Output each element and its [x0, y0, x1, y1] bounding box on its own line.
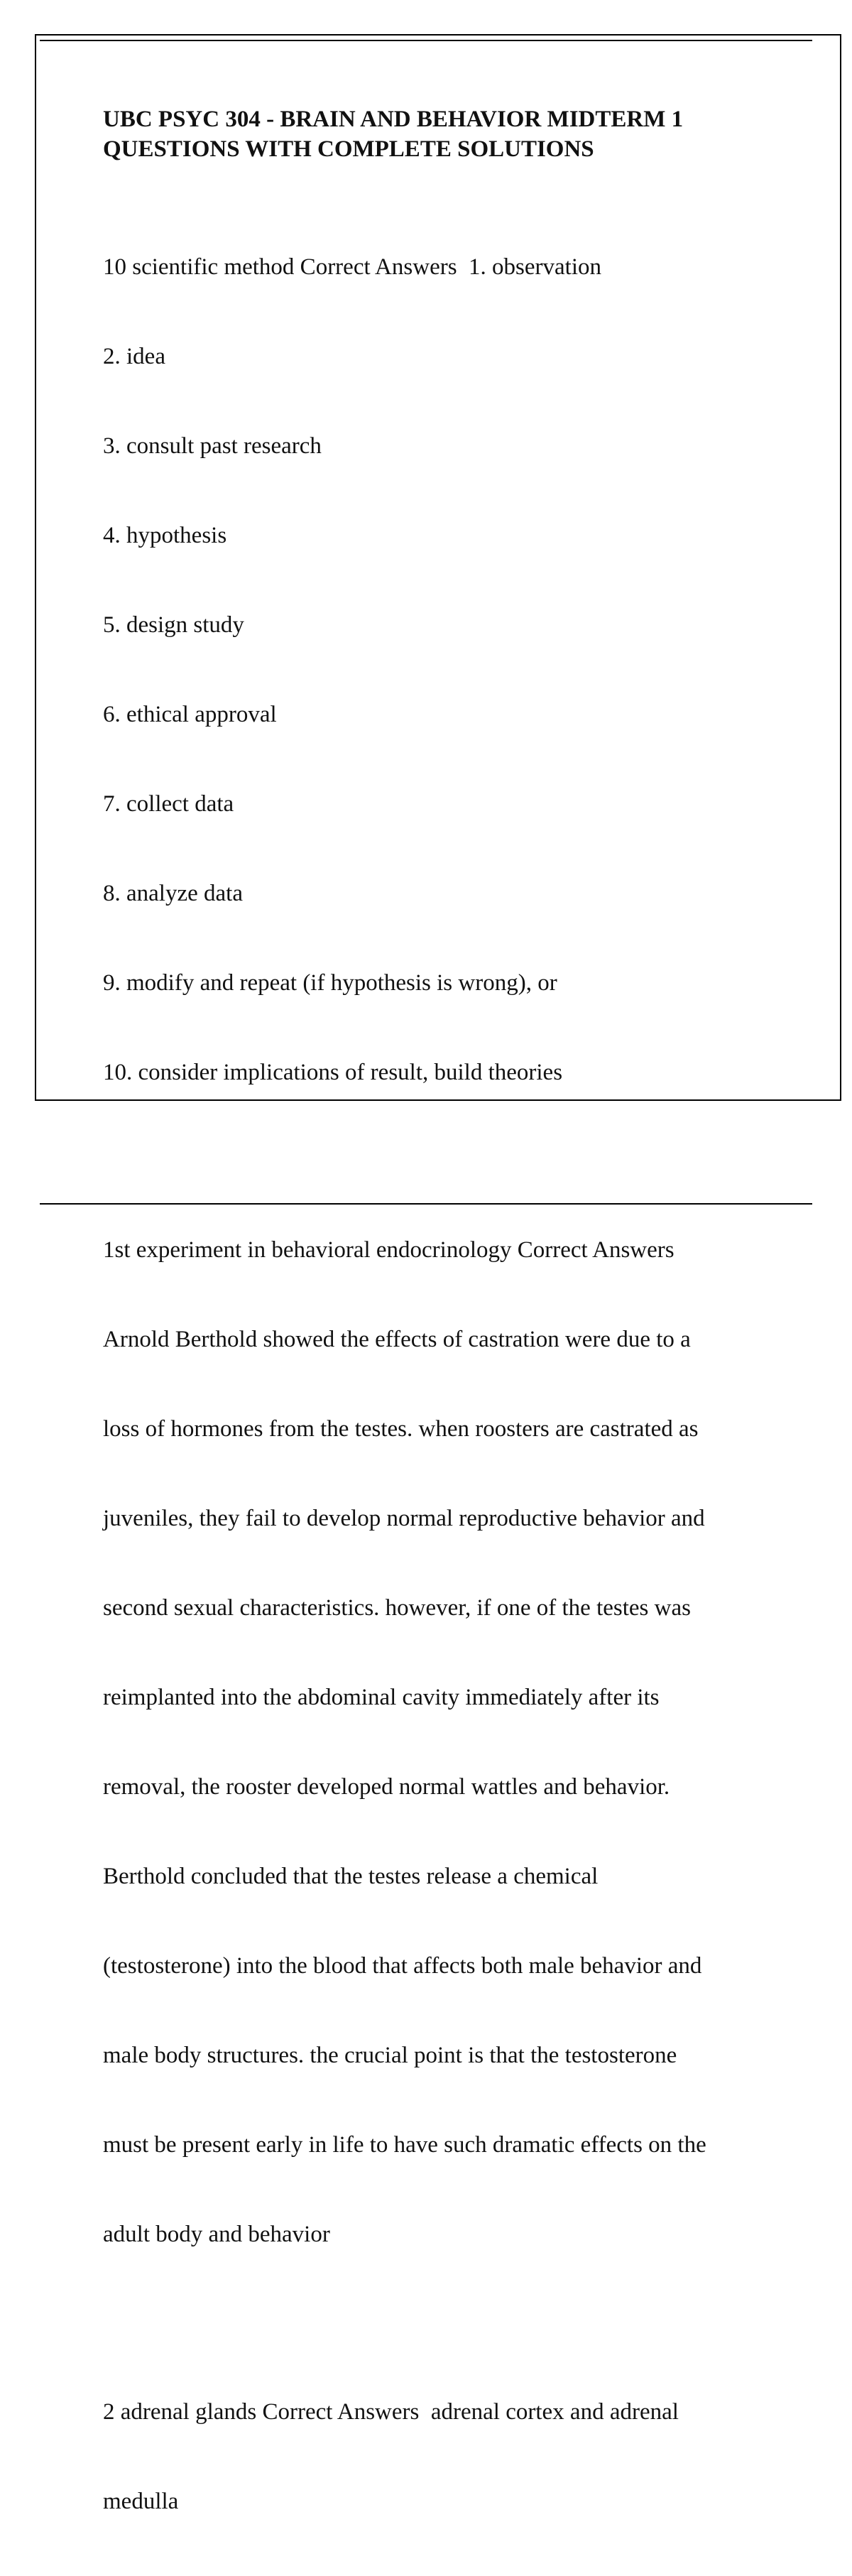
qa-line: medulla: [103, 2489, 179, 2514]
qa-line: (testosterone) into the blood that affects both male behavior and: [103, 1953, 702, 1979]
qa-line: male body structures. the crucial point is that the testosterone: [103, 2043, 677, 2068]
qa-line: 2. idea: [103, 344, 165, 369]
qa-adrenal-glands: [103, 2337, 785, 2576]
top-rule-line: [40, 40, 812, 41]
qa-line: 2 adrenal glands Correct Answers adrenal cortex and adrenal: [103, 2399, 679, 2425]
qa-line: reimplanted into the abdominal cavity immediately after its: [103, 1685, 660, 1710]
qa-line: adult body and behavior: [103, 2222, 330, 2247]
qa-line: Arnold Berthold showed the effects of castration were due to a: [103, 1327, 691, 1352]
qa-line: second sexual characteristics. however, if one of the testes was: [103, 1595, 691, 1621]
qa-line: 7. collect data: [103, 791, 234, 817]
qa-line: juveniles, they fail to develop normal reproductive behavior and: [103, 1506, 705, 1531]
qa-line: 10. consider implications of result, build theories: [103, 1060, 563, 1085]
document-content: [103, 104, 785, 2576]
document-title: [103, 104, 785, 164]
qa-line: 8. analyze data: [103, 881, 243, 906]
qa-scientific-method: [103, 192, 785, 1147]
qa-line: 3. consult past research: [103, 433, 322, 459]
qa-line: 6. ethical approval: [103, 702, 277, 727]
qa-line: 4. hypothesis: [103, 523, 227, 548]
qa-line: 10 scientific method Correct Answers 1. observation: [103, 254, 602, 280]
qa-behavioral-endocrinology: [103, 1175, 785, 2309]
qa-line: must be present early in life to have such dramatic effects on the: [103, 2132, 706, 2158]
title-line-2: QUESTIONS WITH COMPLETE SOLUTIONS: [103, 136, 594, 162]
qa-line: removal, the rooster developed normal wattles and behavior.: [103, 1774, 670, 1800]
qa-line: Berthold concluded that the testes release a chemical: [103, 1864, 599, 1889]
title-line-1: UBC PSYC 304 - BRAIN AND BEHAVIOR MIDTERM 1: [103, 107, 684, 132]
qa-line: loss of hormones from the testes. when roosters are castrated as: [103, 1416, 699, 1442]
qa-line: 5. design study: [103, 612, 244, 638]
qa-line: 9. modify and repeat (if hypothesis is wrong), or: [103, 970, 557, 996]
qa-line: 1st experiment in behavioral endocrinology Correct Answers: [103, 1237, 674, 1263]
